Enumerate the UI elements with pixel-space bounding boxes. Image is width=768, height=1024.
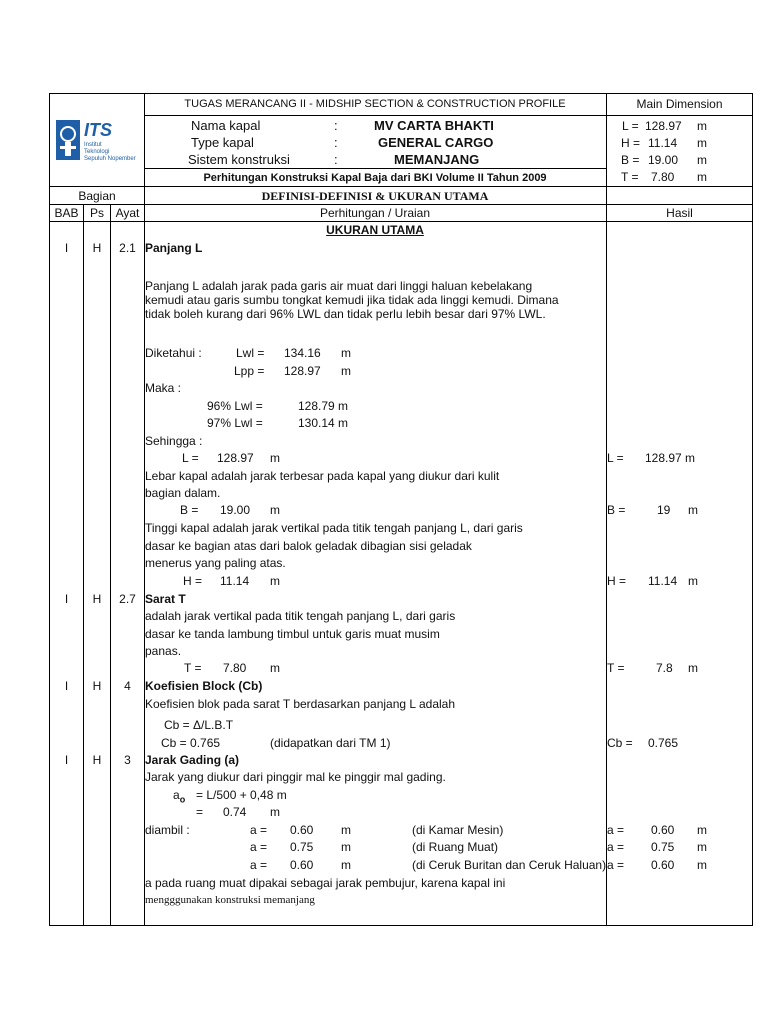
- s2-para-line3: panas.: [145, 644, 182, 658]
- result-frame-3-value: 0.60: [651, 858, 675, 872]
- lwl-unit: m: [341, 346, 351, 360]
- sehingga-label: Sehingga :: [145, 434, 203, 448]
- ship-name-value: MV CARTA BHAKTI: [374, 118, 494, 133]
- result-L-value: 128.97 m: [645, 451, 696, 465]
- L-label: L =: [182, 451, 199, 465]
- dim-B-val: 19.00: [648, 153, 679, 167]
- pct96-label: 96% Lwl =: [207, 399, 263, 413]
- B-label: B =: [180, 503, 199, 517]
- construction-system-value: MEMANJANG: [394, 152, 480, 167]
- cb-value: Cb = 0.765: [161, 736, 221, 750]
- lpp-label: Lpp =: [234, 364, 265, 378]
- s1-para-line3: tidak boleh kurang dari 96% LWL dan tidak perlu lebih besar dari 97% LWL.: [145, 307, 546, 321]
- s4-para-line1: Jarak yang diukur dari pinggir mal ke pinggir mal gading.: [145, 770, 446, 784]
- result-frame-3-unit: m: [697, 858, 707, 872]
- diambil-label: diambil :: [145, 823, 190, 837]
- s2-title: Sarat T: [145, 592, 186, 606]
- dim-H-sym: H =: [621, 136, 641, 150]
- cb-note: (didapatkan dari TM 1): [270, 736, 391, 750]
- dim-B-unit: m: [697, 153, 707, 167]
- result-T-value: 7.8: [656, 661, 673, 675]
- ship-name-label: Nama kapal: [191, 118, 261, 133]
- row-line-bagian: [49, 204, 753, 205]
- s3-ayat: 4: [124, 679, 131, 693]
- frame-row-2-label: a =: [250, 840, 268, 854]
- maka-label: Maka :: [145, 381, 182, 395]
- ship-name-sep: :: [334, 118, 338, 133]
- s3-para-line1: Koefisien blok pada sarat T berdasarkan panjang L adalah: [145, 697, 456, 711]
- bab-divider: [83, 204, 84, 926]
- frame-row-3-label: a =: [250, 858, 268, 872]
- frame-row-2-note: (di Ruang Muat): [412, 840, 499, 854]
- dim-L-sym: L =: [622, 119, 639, 133]
- s1-title: Panjang L: [145, 241, 203, 255]
- frame-row-3-value: 0.60: [290, 858, 314, 872]
- dim-T-unit: m: [697, 170, 707, 184]
- L-value: 128.97: [217, 451, 254, 465]
- s2-bab: I: [64, 592, 69, 606]
- table-border-top: [49, 93, 753, 94]
- H-unit: m: [270, 574, 280, 588]
- a0-expression: = L/500 + 0,48 m: [196, 788, 287, 802]
- ship-type-label: Type kapal: [191, 135, 254, 150]
- dim-H-val: 11.14: [648, 136, 678, 150]
- logo-line2: Teknologi: [84, 149, 110, 155]
- result-frame-1-unit: m: [697, 823, 707, 837]
- dim-T-val: 7.80: [651, 170, 675, 184]
- s2-ps: H: [92, 592, 102, 606]
- ship-type-value: GENERAL CARGO: [378, 135, 494, 150]
- s1-ps: H: [92, 241, 102, 255]
- a0-symbol: [173, 788, 185, 804]
- s4-footer-line2: mengggunakan konstruksi memanjang: [145, 894, 315, 906]
- s2-para-line2: dasar ke tanda lambung timbul untuk garis muat musim: [145, 627, 440, 641]
- s4-ps: H: [92, 753, 102, 767]
- result-H-value: 11.14: [648, 574, 678, 588]
- result-H-label: H =: [607, 574, 627, 588]
- frame-row-1-unit: m: [341, 823, 351, 837]
- s1-para-line2: kemudi atau garis sumbu tongkat kemudi jika tidak ada linggi kemudi. Dimana: [145, 293, 559, 307]
- result-T-label: T =: [607, 661, 625, 675]
- s3-title: Koefisien Block (Cb): [145, 679, 263, 693]
- result-B-value: 19: [657, 503, 671, 517]
- reference-note: Perhitungan Konstruksi Kapal Baja dari BKI Volume II Tahun 2009: [203, 172, 547, 184]
- tinggi-para-line2: dasar ke bagian atas dari balok geladak dibagian sisi geladak: [145, 539, 472, 553]
- result-frame-2-label: a =: [607, 840, 625, 854]
- result-T-unit: m: [688, 661, 698, 675]
- H-value: 11.14: [220, 574, 250, 588]
- result-L-label: L =: [607, 451, 624, 465]
- frame-row-3-note: (di Ceruk Buritan dan Ceruk Haluan): [412, 858, 606, 872]
- result-frame-2-value: 0.75: [651, 840, 675, 854]
- dim-L-val: 128.97: [645, 119, 682, 133]
- result-B-unit: m: [688, 503, 698, 517]
- a0-eq: =: [196, 805, 204, 819]
- col-ayat: Ayat: [115, 206, 140, 220]
- a0-sym: a: [173, 788, 180, 802]
- row-line-info: [144, 168, 606, 169]
- frame-row-2-unit: m: [341, 840, 351, 854]
- dim-L-unit: m: [697, 119, 707, 133]
- result-B-label: B =: [607, 503, 626, 517]
- s1-ayat: 2.1: [119, 241, 136, 255]
- logo-line1: Institut: [84, 142, 102, 148]
- document-title: TUGAS MERANCANG II - MIDSHIP SECTION & CONSTRUCTION PROFILE: [184, 98, 566, 110]
- result-cb-label: Cb =: [607, 736, 633, 750]
- lpp-value: 128.97: [284, 364, 321, 378]
- main-dimension-label: Main Dimension: [636, 97, 723, 111]
- T-value: 7.80: [223, 661, 247, 675]
- table-border-right: [752, 93, 753, 926]
- tinggi-para-line1: Tinggi kapal adalah jarak vertikal pada titik tengah panjang L, dari garis: [145, 521, 523, 535]
- construction-system-label: Sistem konstruksi: [188, 152, 290, 167]
- lwl-value: 134.16: [284, 346, 321, 360]
- ps-divider: [110, 204, 111, 926]
- dim-B-sym: B =: [621, 153, 640, 167]
- B-unit: m: [270, 503, 280, 517]
- frame-row-1-note: (di Kamar Mesin): [412, 823, 504, 837]
- bagian-label: Bagian: [78, 189, 116, 203]
- dim-H-unit: m: [697, 136, 707, 150]
- a0-value: 0.74: [223, 805, 247, 819]
- s1-para-line1: Panjang L adalah jarak pada garis air muat dari linggi haluan kebelakang: [145, 279, 533, 293]
- section-title: DEFINISI-DEFINISI & UKURAN UTAMA: [261, 189, 489, 203]
- col-hasil: Hasil: [666, 206, 693, 220]
- diketahui-label: Diketahui :: [145, 346, 202, 360]
- row-line-title: [144, 115, 753, 116]
- result-H-unit: m: [688, 574, 698, 588]
- a0-unit: m: [270, 805, 280, 819]
- frame-row-3-unit: m: [341, 858, 351, 872]
- col-ps: Ps: [89, 206, 104, 220]
- result-frame-1-value: 0.60: [651, 823, 675, 837]
- pct97-label: 97% Lwl =: [207, 416, 263, 430]
- frame-row-1-value: 0.60: [290, 823, 314, 837]
- T-label: T =: [184, 661, 202, 675]
- pct97-value: 130.14 m: [298, 416, 349, 430]
- result-frame-2-unit: m: [697, 840, 707, 854]
- B-value: 19.00: [220, 503, 251, 517]
- cb-formula: Cb = Δ/L.B.T: [164, 718, 234, 732]
- s3-bab: I: [64, 679, 69, 693]
- lpp-unit: m: [341, 364, 351, 378]
- s4-bab: I: [64, 753, 69, 767]
- construction-system-sep: :: [334, 152, 338, 167]
- result-frame-1-label: a =: [607, 823, 625, 837]
- s4-footer-line1: a pada ruang muat dipakai sebagai jarak pembujur, karena kapal ini: [145, 876, 506, 890]
- table-border-bottom: [49, 925, 753, 926]
- s2-ayat: 2.7: [119, 592, 136, 606]
- frame-row-1-label: a =: [250, 823, 268, 837]
- L-unit: m: [270, 451, 280, 465]
- result-frame-3-label: a =: [607, 858, 625, 872]
- col-bab: BAB: [54, 206, 79, 220]
- T-unit: m: [270, 661, 280, 675]
- lwl-label: Lwl =: [236, 346, 265, 360]
- col-uraian: Perhitungan / Uraian: [319, 206, 431, 220]
- a0-subscript: o: [179, 794, 186, 805]
- pct96-value: 128.79 m: [298, 399, 349, 413]
- logo-line3: Sepuluh Nopember: [84, 156, 136, 162]
- H-label: H =: [183, 574, 203, 588]
- dim-T-sym: T =: [621, 170, 639, 184]
- s4-title: Jarak Gading (a): [145, 753, 240, 767]
- lebar-para-line1: Lebar kapal adalah jarak terbesar pada kapal yang diukur dari kulit: [145, 469, 500, 483]
- s4-ayat: 3: [124, 753, 131, 767]
- row-line-header: [49, 221, 753, 222]
- s1-bab: I: [64, 241, 69, 255]
- result-cb-value: 0.765: [648, 736, 679, 750]
- ukuran-utama-heading: UKURAN UTAMA: [326, 223, 424, 237]
- frame-row-2-value: 0.75: [290, 840, 314, 854]
- lebar-para-line2: bagian dalam.: [145, 486, 221, 500]
- s2-para-line1: adalah jarak vertikal pada titik tengah panjang L, dari garis: [145, 609, 456, 623]
- ship-type-sep: :: [334, 135, 338, 150]
- logo-brand: ITS: [84, 120, 113, 140]
- tinggi-para-line3: menerus yang paling atas.: [145, 556, 286, 570]
- s3-ps: H: [92, 679, 102, 693]
- row-line-logo: [49, 186, 753, 187]
